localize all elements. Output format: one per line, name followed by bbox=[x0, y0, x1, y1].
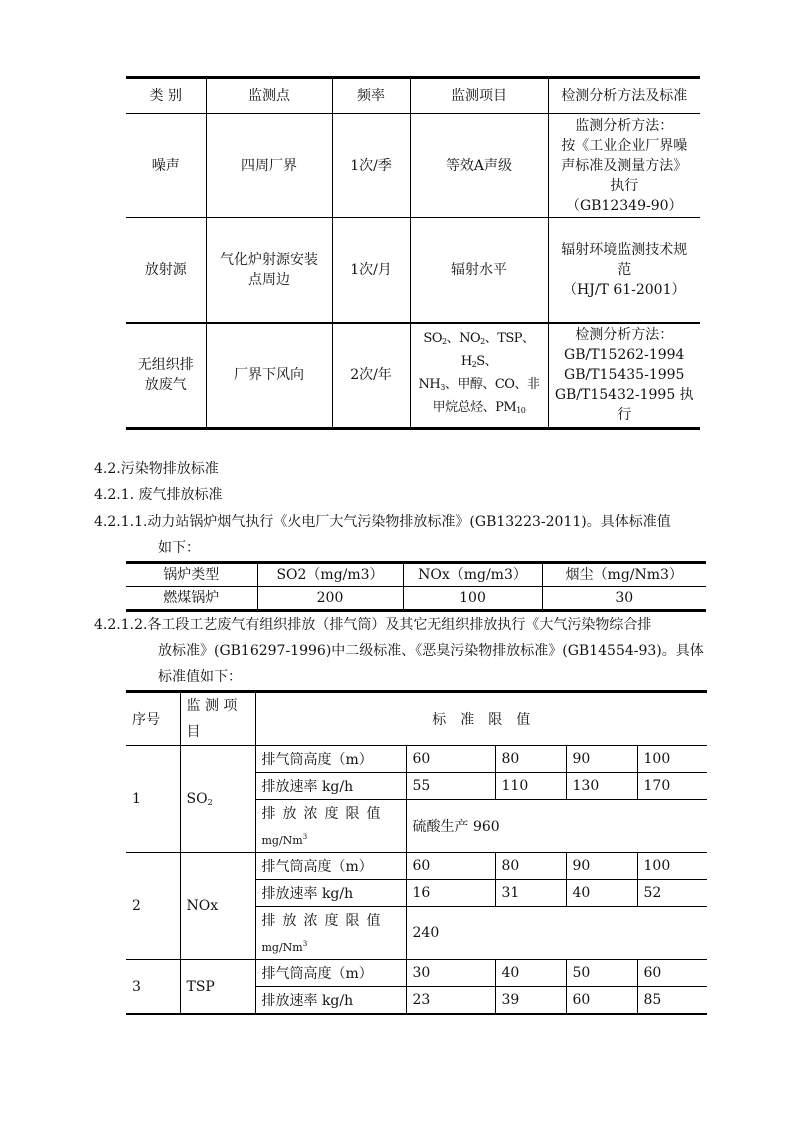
table-row: 2 NOx 排气筒高度（m） 60 80 90 100 bbox=[126, 853, 707, 880]
table-row: 排放浓度限值 mg/Nm$^3$ 硫酸生产 960 bbox=[126, 800, 707, 853]
point: 气化炉射源安装 点周边 bbox=[206, 218, 332, 323]
point: 四周厂界 bbox=[206, 114, 332, 218]
standard-limits-table bbox=[126, 690, 707, 1015]
table-row bbox=[126, 114, 700, 218]
category: 无组织排 放废气 bbox=[126, 323, 206, 429]
paragraph-4-2-1-2-cont2: 标准值如下： bbox=[158, 669, 242, 685]
category: 噪声 bbox=[126, 114, 206, 218]
table-row bbox=[126, 218, 700, 323]
header-limit: 标 准 限 值 bbox=[255, 692, 707, 746]
paragraph-4-2-1-1-cont: 如下： bbox=[158, 540, 200, 556]
header-category: 类 别 bbox=[126, 78, 206, 114]
table-row: 燃煤锅炉 200 100 30 bbox=[126, 587, 706, 611]
table-row: 3 TSP 排气筒高度（m） 30 40 50 60 bbox=[126, 960, 707, 987]
group-item: $SO_2$ bbox=[180, 746, 255, 853]
group-item: TSP bbox=[180, 960, 255, 1015]
method: 辐射环境监测技术规 范 （HJ/T 61-2001） bbox=[548, 218, 700, 323]
header-boiler-type: 锅炉类型 bbox=[126, 563, 257, 587]
table-row: 排放速率 kg/h 55 110 130 170 bbox=[126, 773, 707, 800]
group-no: 2 bbox=[126, 853, 180, 960]
table-row: 排放速率 kg/h 16 31 40 52 bbox=[126, 880, 707, 907]
method: 检测分析方法： GB/T15262-1994 GB/T15435-1995 GB/T15432-1995 执行 bbox=[548, 323, 700, 429]
heading-4-2-1: 4.2.1. 废气排放标准 bbox=[94, 487, 223, 503]
paragraph-4-2-1-2-cont: 放标准》(GB16297-1996)中二级标准、《恶臭污染物排放标准》(GB14554-93)。具体 bbox=[158, 643, 704, 659]
header-dust: 烟尘（mg/Nm3） bbox=[542, 563, 706, 587]
item: 等效A声级 bbox=[410, 114, 548, 218]
monitoring-plan-table bbox=[126, 76, 700, 430]
table-row bbox=[126, 323, 700, 429]
header-frequency: 频率 bbox=[332, 78, 410, 114]
header-point: 监测点 bbox=[206, 78, 332, 114]
heading-4-2: 4.2.污染物排放标准 bbox=[94, 461, 219, 477]
paragraph-4-2-1-2: 4.2.1.2.各工段工艺废气有组织排放（排气筒）及其它无组织排放执行《大气污染物综合排 bbox=[94, 617, 652, 633]
header-item: 监测项目 bbox=[410, 78, 548, 114]
category: 放射源 bbox=[126, 218, 206, 323]
group-no: 1 bbox=[126, 746, 180, 853]
method: 监测分析方法： 按《工业企业厂界噪 声标准及测量方法》 执行 （GB12349-90） bbox=[548, 114, 700, 218]
table-row: 排放速率 kg/h 23 39 60 85 bbox=[126, 987, 707, 1015]
group-item: NOx bbox=[180, 853, 255, 960]
table-row: 排放浓度限值 mg/Nm$^3$ 240 bbox=[126, 907, 707, 960]
header-so2: SO2（mg/m3） bbox=[257, 563, 403, 587]
header-no: 序号 bbox=[126, 692, 180, 746]
boiler-emission-table bbox=[126, 561, 706, 612]
paragraph-4-2-1-1: 4.2.1.1.动力站锅炉烟气执行《火电厂大气污染物排放标准》(GB13223-2011)。具体标准值 bbox=[94, 514, 671, 530]
frequency: 1次/月 bbox=[332, 218, 410, 323]
item: 辐射水平 bbox=[410, 218, 548, 323]
point: 厂界下风向 bbox=[206, 323, 332, 429]
frequency: 1次/季 bbox=[332, 114, 410, 218]
table-row: 1 $SO_2$ 排气筒高度（m） 60 80 90 100 bbox=[126, 746, 707, 773]
item: $SO_2$、$NO_2$、TSP、$H_2S$、 $NH_3$、甲醇、CO、非 甲烷总烃、$PM_{10}$ bbox=[410, 323, 548, 429]
header-nox: NOx（mg/m3） bbox=[403, 563, 542, 587]
header-item: 监 测 项 目 bbox=[180, 692, 255, 746]
group-no: 3 bbox=[126, 960, 180, 1015]
header-method: 检测分析方法及标准 bbox=[548, 78, 700, 114]
frequency: 2次/年 bbox=[332, 323, 410, 429]
